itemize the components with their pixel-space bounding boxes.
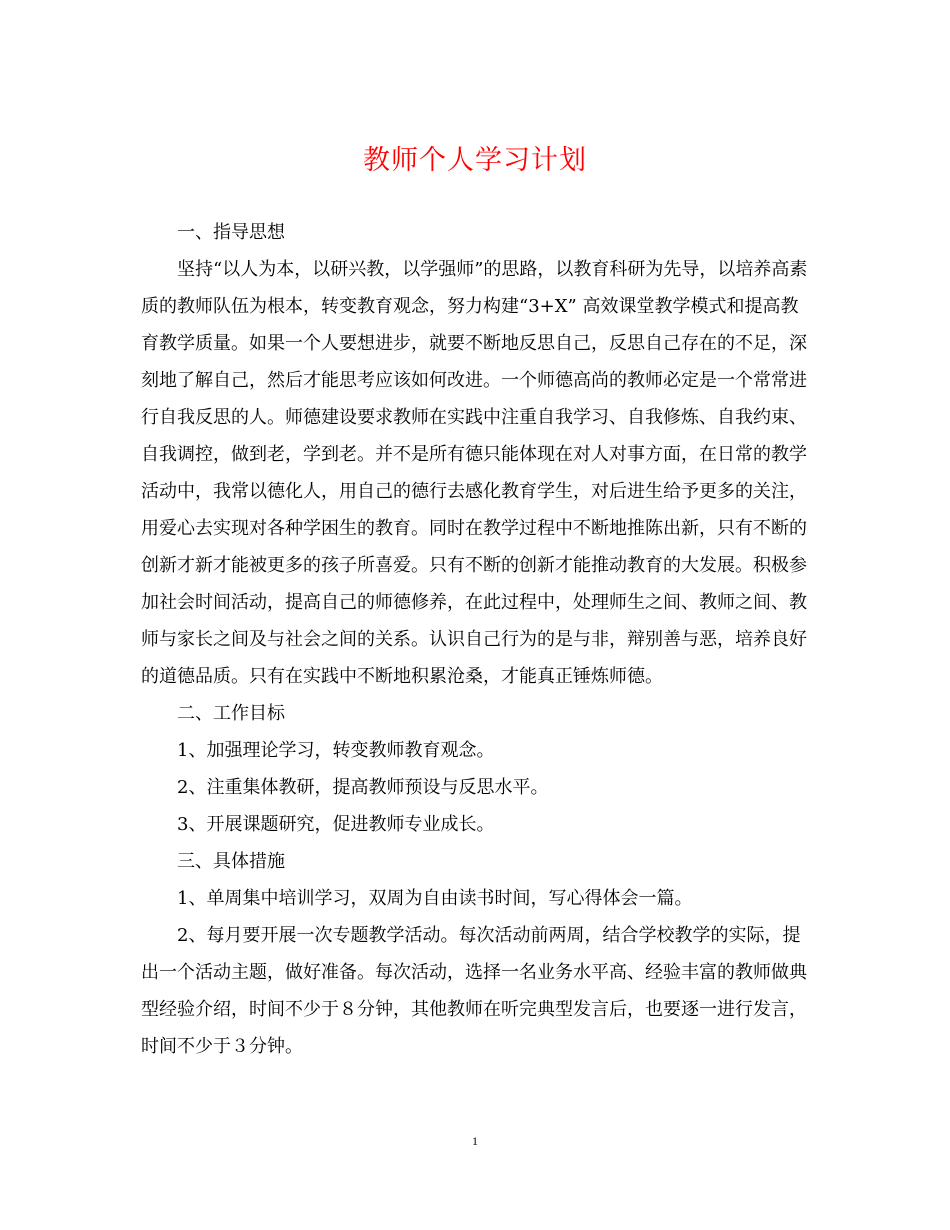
section-heading-work-goals: 二、工作目标 [177, 703, 285, 724]
work-goal-item-1: 1、加强理论学习，转变教师教育观念。 [177, 740, 495, 761]
page-number: 1 [472, 1134, 478, 1148]
section-heading-measures: 三、具体措施 [177, 851, 285, 872]
measure-item-1: 1、单周集中培训学习，双周为自由读书时间，写心得体会一篇。 [177, 888, 693, 909]
paragraph-guiding-ideology: 坚持“以人为本，以研兴教，以学强师”的思路，以教育科研为先导，以培养高素质的教师队伍为根本，转变教育观念，努力构建“3+X” 高效课堂教学模式和提高教育教学质量。如果一个人要想进步，就要不断地反思自己，反思自己存在的不足，深刻地了解自己，然后才能思考应该如何改进。一个师德高尚的教师必定是一个常常进行自我反思的人。师德建设要求教师在实践中注重自我学习、自我修炼、自我约束、自我调控，做到老，学到老。并不是所有德只能体现在对人对事方面，在日常的教学活动中，我常以德化人，用自己的德行去感化教育学生，对后进生给予更多的关注，用爱心去实现对各种学困生的教育。同时在教学过程中不断地推陈出新，只有不断的创新才新才能被更多的孩子所喜爱。只有不断的创新才能推动教育的大发展。积极参加社会时间活动，提高自己的师德修养，在此过程中，处理师生之间、教师之间、教师与家长之间及与社会之间的关系。认识自己行为的是与非，辩别善与恶，培养良好的道德品质。只有在实践中不断地积累沧桑，才能真正锤炼师德。 [141, 259, 808, 687]
section-heading-guiding-ideology: 一、指导思想 [177, 222, 285, 243]
document-title: 教师个人学习计划 [363, 145, 587, 176]
document-body [141, 214, 813, 1065]
measure-item-2: 2、每月要开展一次专题教学活动。每次活动前两周，结合学校教学的实际，提出一个活动主题，做好准备。每次活动，选择一名业务水平高、经验丰富的教师做典型经验介绍，时间不少于８分钟，其他教师在听完典型发言后，也要逐一进行发言，时间不少于３分钟。 [141, 925, 807, 1057]
work-goal-item-3: 3、开展课题研究，促进教师专业成长。 [177, 814, 495, 835]
work-goal-item-2: 2、注重集体教研，提高教师预设与反思水平。 [177, 777, 549, 798]
